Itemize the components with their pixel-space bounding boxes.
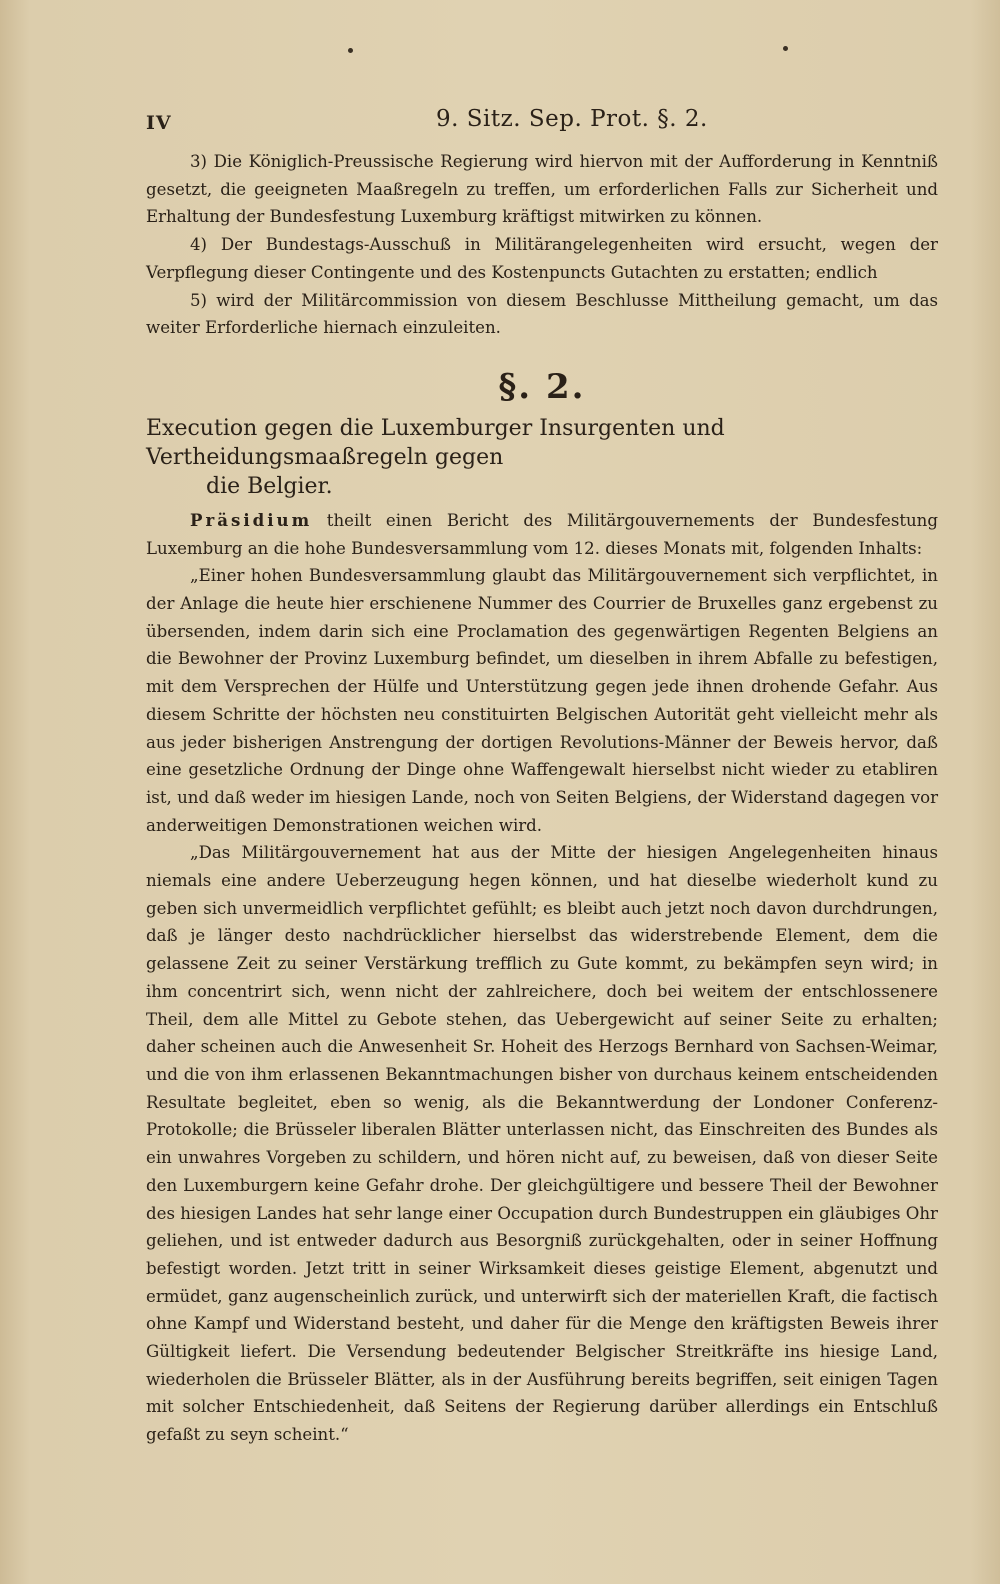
running-head (146, 106, 936, 136)
ink-speck (783, 46, 788, 51)
paragraph-5: 5) wird der Militärcommission von diesem Beschlusse Mittheilung gemacht, um das weiter Erforderliche hiernach einzuleiten. (146, 290, 938, 338)
praesidium-label: Präsidium (190, 509, 313, 530)
page-number: IV (146, 112, 172, 134)
body-text (146, 148, 938, 1449)
section-title-line-2: die Belgier. (206, 473, 333, 499)
section-title-line-1: Execution gegen die Luxemburger Insurgenten und Vertheidungsmaaßregeln gegen (146, 415, 725, 470)
report-paragraph-1: „Einer hohen Bundesversammlung glaubt das Militärgouvernement sich verpflichtet, in der Anlage die heute hier erschienene Nummer des Courrier de Bruxelles ganz ergebenst zu übersenden, indem darin sich eine Proclamation des gegenwärtigen Regenten Belgiens an die Bewohner der Provinz Luxemburg befindet, um dieselben in ihrem Abfalle zu befestigen, mit dem Versprechen der Hülfe und Unterstützung gegen jede ihnen drohende Gefahr. Aus diesem Schritte der höchsten neu constituirten Belgischen Autorität geht vielleicht mehr als aus jeder bisherigen Anstrengung der dortigen Revolutions-Männer der Beweis hervor, daß eine gesetzliche Ordnung der Dinge ohne Waffengewalt hierselbst nicht wieder zu etabliren ist, und daß weder im hiesigen Lande, noch von Seiten Belgiens, der Widerstand dagegen vor anderweitigen Demonstrationen weichen wird. (146, 566, 938, 835)
praesidium-text: theilt einen Bericht des Militärgouvernements der Bundesfestung Luxemburg an die hohe Bundesversammlung vom 12. dieses Monats mit, folgenden Inhalts: (146, 510, 938, 558)
paragraph-4: 4) Der Bundestags-Ausschuß in Militärangelegenheiten wird ersucht, wegen der Verpflegung dieser Contingente und des Kostenpuncts Gutachten zu erstatten; endlich (146, 235, 938, 282)
running-title: 9. Sitz. Sep. Prot. §. 2. (436, 106, 708, 132)
ink-speck (348, 48, 353, 53)
section-title (146, 414, 938, 501)
paragraph-3: 3) Die Königlich-Preussische Regierung wird hiervon mit der Aufforderung in Kenntniß gesetzt, die geeigneten Maaßregeln zu treffen, um erforderlichen Falls zur Sicherheit und Erhaltung der Bundesfestung Luxemburg kräftigst mitwirken zu können. (146, 152, 938, 227)
section-number: §. 2. (498, 366, 586, 407)
report-paragraph-2: „Das Militärgouvernement hat aus der Mitte der hiesigen Angelegenheiten hinaus niemals eine andere Ueberzeugung hegen können, und hat dieselbe wiederholt kund zu geben sich unvermeidlich verpflichtet gefühlt; es bleibt auch jetzt noch davon durchdrungen, daß je länger desto nachdrücklicher hierselbst das widerstrebende Element, dem die gelassene Zeit zu seiner Verstärkung trefflich zu Gute kommt, zu bekämpfen seyn wird; in ihm concentrirt sich, wenn nicht der zahlreichere, doch bei weitem der entschlossenere Theil, dem alle Mittel zu Gebote stehen, das Uebergewicht auf seiner Seite zu erhalten; daher scheinen auch die Anwesenheit Sr. Hoheit des Herzogs Bernhard von Sachsen-Weimar, und die von ihm erlassenen Bekanntmachungen bisher von durchaus keinem entscheidenden Resultate begleitet, eben so wenig, als die Bekanntwerdung der Londoner Conferenz-Protokolle; die Brüsseler liberalen Blätter unterlassen nicht, das Einschreiten des Bundes als ein unwahres Vorgeben zu schildern, und hören nicht auf, zu beweisen, daß von dieser Seite den Luxemburgern keine Gefahr drohe. Der gleichgültigere und bessere Theil der Bewohner des hiesigen Landes hat sehr lange einer Occupation durch Bundestruppen ein gläubiges Ohr geliehen, und ist entweder dadurch aus Besorgniß zurückgehalten, oder in seiner Hoffnung befestigt worden. Jetzt tritt in seiner Wirksamkeit dieses geistige Element, abgenutzt und ermüdet, ganz augenscheinlich zurück, und unterwirft sich der materiellen Kraft, die factisch ohne Kampf und Widerstand besteht, und daher für die Menge den kräftigsten Beweis ihrer Gültigkeit liefert. Die Versendung bedeutender Belgischer Streitkräfte ins hiesige Land, wiederholen die Brüsseler Blätter, als in der Ausführung bereits begriffen, seit einigen Tagen mit solcher Entschiedenheit, daß Seitens der Regierung darüber allerdings ein Entschluß gefaßt zu seyn scheint.“ (146, 843, 938, 1445)
praesidium-paragraph (146, 507, 938, 562)
